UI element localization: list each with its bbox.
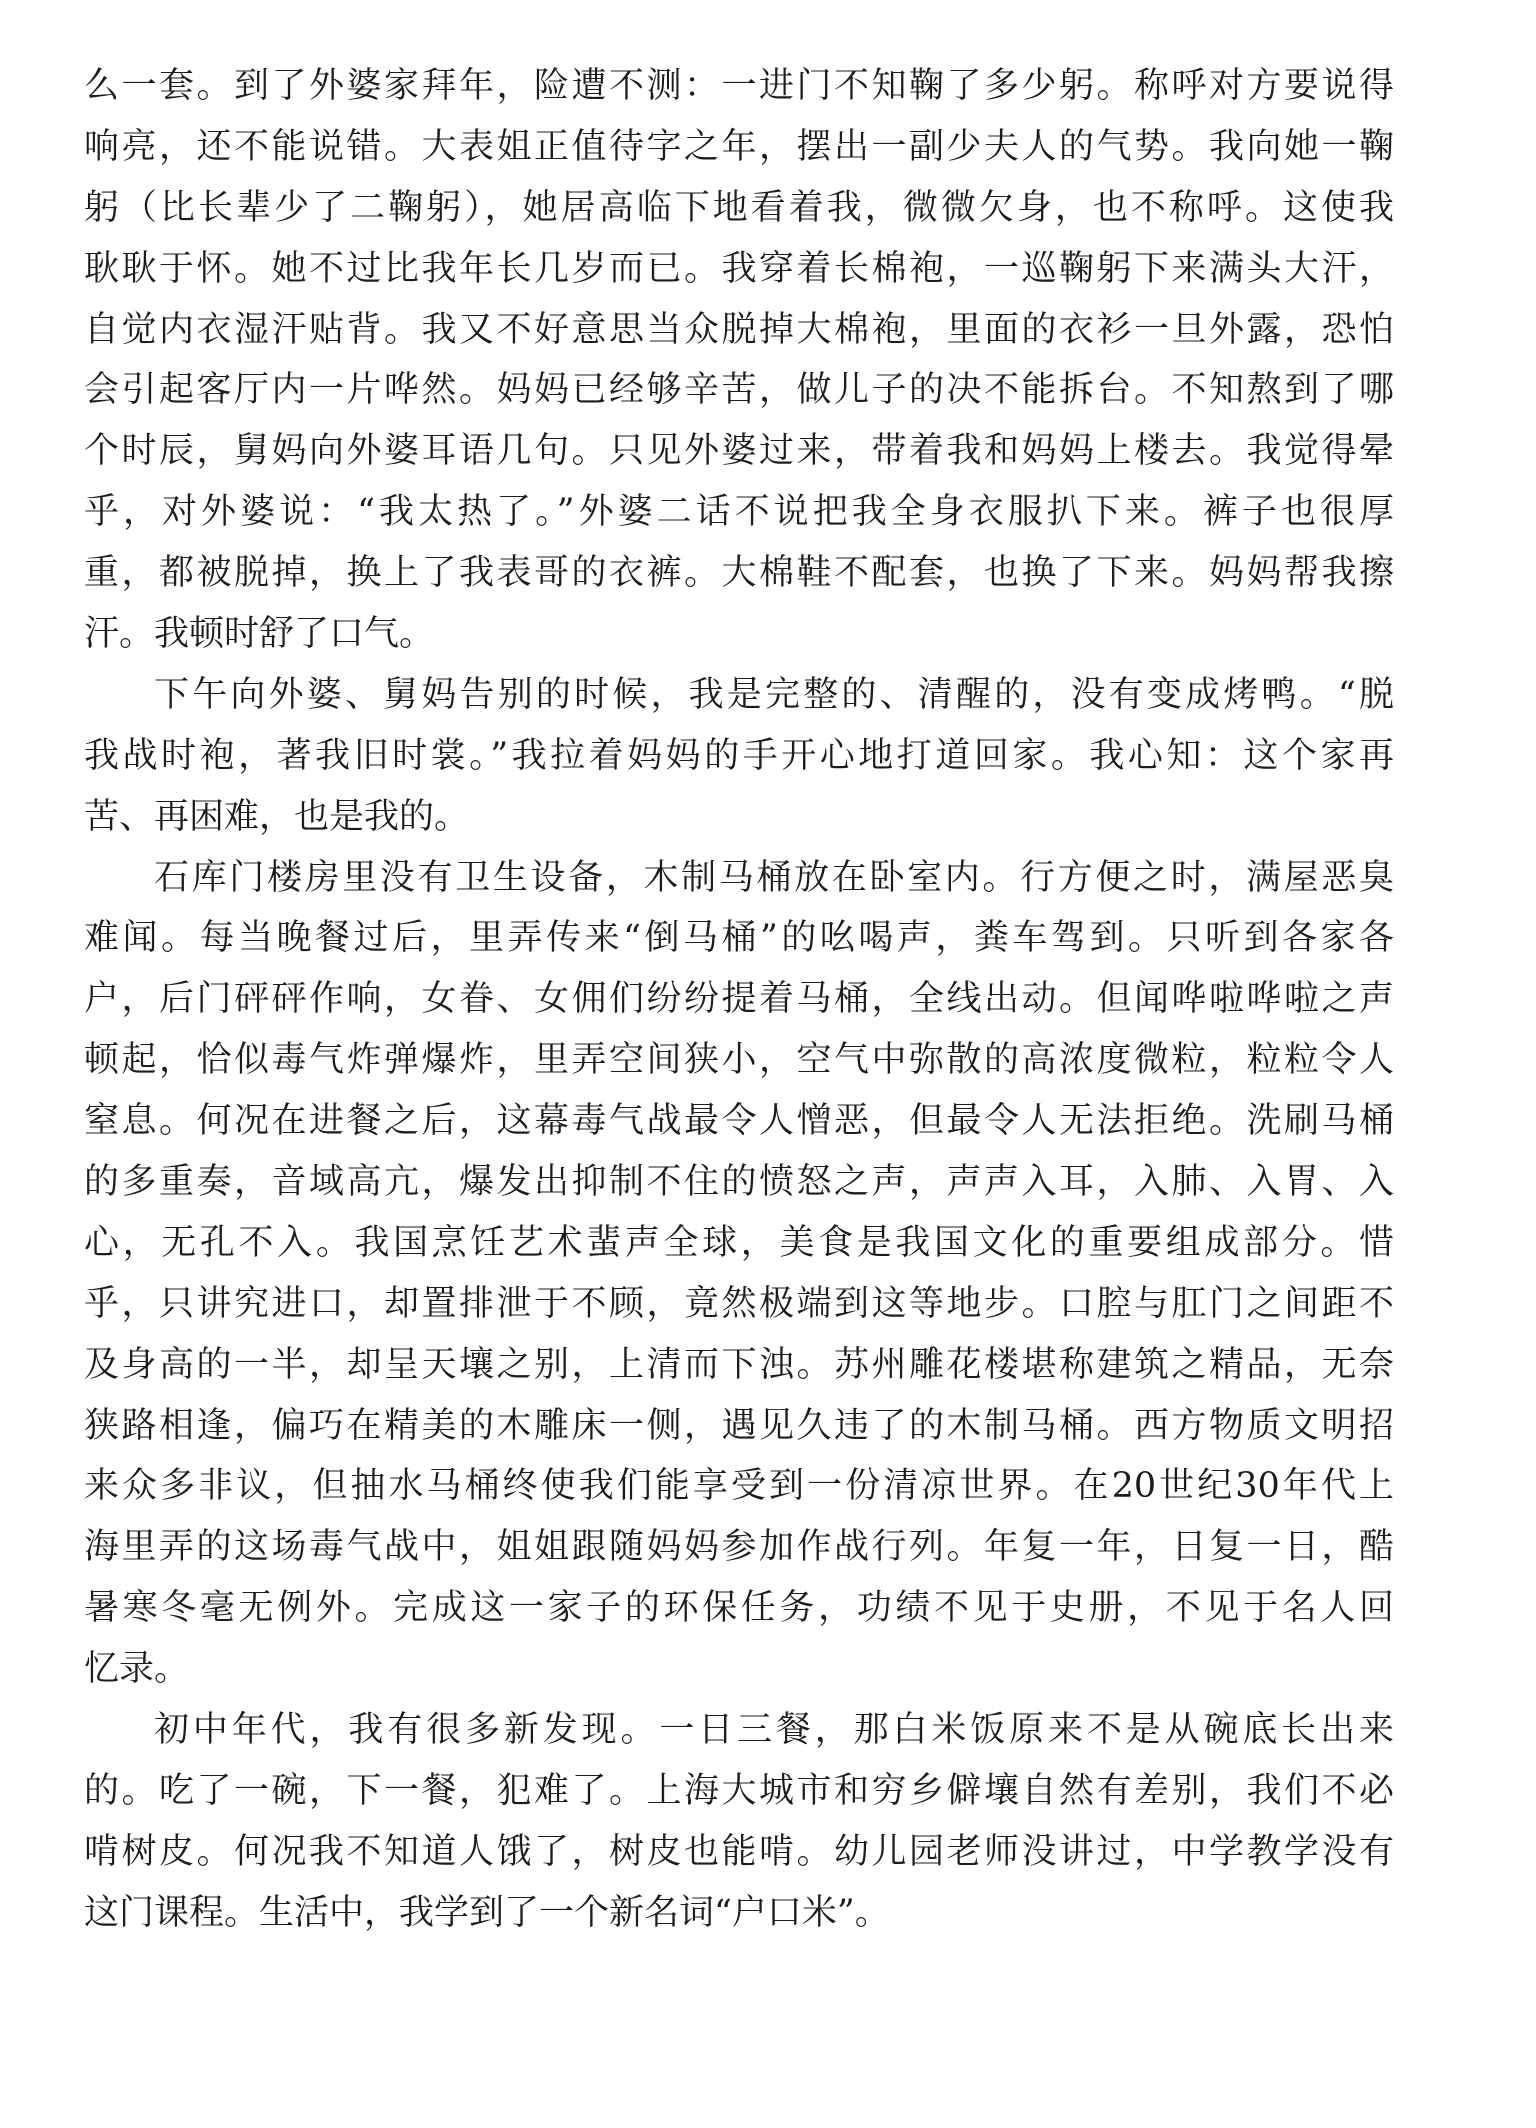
text-line: 窒息。何况在进餐之后，这幕毒气战最令人憎恶，但最令人无法拒绝。洗刷马桶 [84,1101,1394,1142]
text-line: 会引起客厅内一片哗然。妈妈已经够辛苦，做儿子的决不能拆台。不知熬到了哪 [84,370,1394,411]
text-line: 难闻。每当晚餐过后，里弄传来“倒马桶”的吆喝声，粪车驾到。只听到各家各 [84,918,1394,959]
text-line: 初中年代，我有很多新发现。一日三餐，那白米饭原来不是从碗底长出来 [154,1710,1394,1751]
text-line: 下午向外婆、舅妈告别的时候，我是完整的、清醒的，没有变成烤鸭。“脱 [154,674,1394,715]
paragraph-3 [84,848,1394,1700]
text-line: 狭路相逢，偏巧在精美的木雕床一侧，遇见久违了的木制马桶。西方物质文明招 [84,1405,1394,1446]
text-line: 乎，对外婆说：“我太热了。”外婆二话不说把我全身衣服扒下来。裤子也很厚 [84,492,1394,533]
text-line: 重，都被脱掉，换上了我表哥的衣裤。大棉鞋不配套，也换了下来。妈妈帮我擦 [84,553,1394,594]
text-line: 我战时袍，著我旧时裳。”我拉着妈妈的手开心地打道回家。我心知：这个家再 [84,735,1394,776]
text-line: 乎，只讲究进口，却置排泄于不顾，竟然极端到这等地步。口腔与肛门之间距不 [84,1283,1394,1324]
text-line: 啃树皮。何况我不知道人饿了，树皮也能啃。幼儿园老师没讲过，中学教学没有 [84,1831,1394,1872]
text-line: 心，无孔不入。我国烹饪艺术蜚声全球，美食是我国文化的重要组成部分。惜 [84,1222,1394,1263]
text-line: 这门课程。生活中，我学到了一个新名词“户口米”。 [84,1892,890,1933]
text-line: 耿耿于怀。她不过比我年长几岁而已。我穿着长棉袍，一巡鞠躬下来满头大汗， [84,248,1394,289]
paragraph-4 [84,1700,1394,1944]
text-line: 海里弄的这场毒气战中，姐姐跟随妈妈参加作战行列。年复一年，日复一日，酷 [84,1527,1394,1568]
text-line: 石库门楼房里没有卫生设备，木制马桶放在卧室内。行方便之时，满屋恶臭 [154,857,1394,898]
paragraph-2 [84,665,1394,848]
document-page [84,56,1394,1944]
text-line: 忆录。 [84,1649,190,1690]
text-line: 顿起，恰似毒气炸弹爆炸，里弄空间狭小，空气中弥散的高浓度微粒，粒粒令人 [84,1040,1394,1081]
text-line: 及身高的一半，却呈天壤之别，上清而下浊。苏州雕花楼堪称建筑之精品，无奈 [84,1344,1394,1385]
text-line: 户，后门砰砰作响，女眷、女佣们纷纷提着马桶，全线出动。但闻哗啦哗啦之声 [84,979,1394,1020]
text-line: 自觉内衣湿汗贴背。我又不好意思当众脱掉大棉袍，里面的衣衫一旦外露，恐怕 [84,309,1394,350]
text-line: 的。吃了一碗，下一餐，犯难了。上海大城市和穷乡僻壤自然有差别，我们不必 [84,1770,1394,1811]
text-line: 苦、再困难，也是我的。 [84,796,470,837]
text-line: 的多重奏，音域高亢，爆发出抑制不住的愤怒之声，声声入耳，入肺、入胃、入 [84,1162,1394,1203]
text-line: 来众多非议，但抽水马桶终使我们能享受到一份清凉世界。在20世纪30年代上 [84,1466,1394,1507]
paragraph-1 [84,56,1394,665]
text-line: 汗。我顿时舒了口气。 [84,614,435,655]
text-line: 躬（比长辈少了二鞠躬），她居高临下地看着我，微微欠身，也不称呼。这使我 [84,187,1394,228]
text-line: 响亮，还不能说错。大表姐正值待字之年，摆出一副少夫人的气势。我向她一鞠 [84,126,1394,167]
text-line: 个时辰，舅妈向外婆耳语几句。只见外婆过来，带着我和妈妈上楼去。我觉得晕 [84,431,1394,472]
text-line: 暑寒冬毫无例外。完成这一家子的环保任务，功绩不见于史册，不见于名人回 [84,1588,1394,1629]
text-line: 么一套。到了外婆家拜年，险遭不测：一进门不知鞠了多少躬。称呼对方要说得 [84,66,1394,106]
